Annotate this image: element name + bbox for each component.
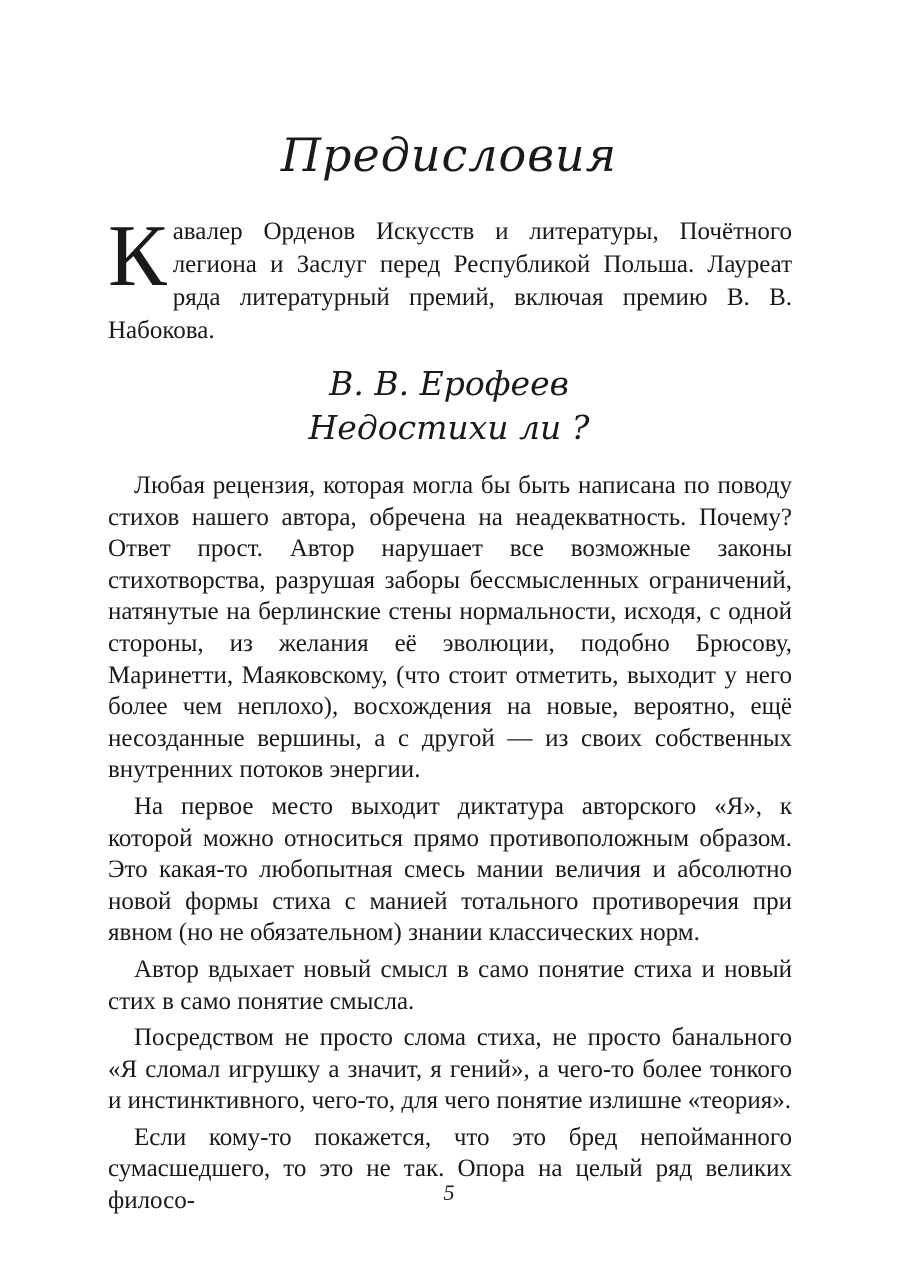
drop-cap-letter: К bbox=[108, 208, 167, 305]
section-subtitle: Недостихи ли ? bbox=[308, 408, 590, 447]
body-paragraph: Посредством не просто слома стиха, не просто банального «Я сломал игрушку а значит, я гений», а чего-то более тонкого и инстинктивного, чего-то, для чего понятие излишне «теория». bbox=[108, 1024, 792, 1115]
article-body bbox=[108, 470, 792, 1222]
section-heading bbox=[0, 362, 898, 450]
intro-paragraph bbox=[108, 208, 792, 347]
section-author: В. В. Ерофеев bbox=[329, 364, 569, 403]
body-paragraph: Автор вдыхает новый смысл в само понятие стиха и новый стих в само понятие смысла. bbox=[108, 955, 792, 1015]
body-paragraph: На первое место выходит диктатура авторского «Я», к которой можно относиться прямо противоположным образом. Это какая-то любопытная смесь мании величия и абсолютно новой формы стиха с манией тотального противоречия при явном (но не обязательном) знании классических норм. bbox=[108, 792, 792, 947]
page-title: Предисловия bbox=[280, 128, 618, 182]
body-paragraph: Если кому-то покажется, что это бред непойманного сумасшедшего, то это не так. Опора на целый ряд великих филосо- bbox=[108, 1123, 792, 1215]
page-number: 5 bbox=[443, 1180, 455, 1205]
body-paragraph: Любая рецензия, которая могла бы быть написана по поводу стихов нашего автора, обречена на неадекватность. Почему? Ответ прост. Автор нарушает все возможные законы стихотворства, разрушая заборы бессмысленных ограничений, натянутые на берлинские стены нормальности, исходя, с одной стороны, из желания её эволюции, подобно Брюсову, Маринетти, Маяковскому, (что стоит отметить, выходит у него более чем неплохо), восхождения на новые, вероятно, ещё несозданные вершины, а с другой — из своих собственных внутренних потоков энергии. bbox=[108, 472, 792, 784]
intro-text: авалер Орденов Искусств и литературы, Почётного легиона и Заслуг перед Республикой Польша. Лауреат ряда литературный премий, включая премию В. В. Набокова. bbox=[108, 218, 792, 344]
